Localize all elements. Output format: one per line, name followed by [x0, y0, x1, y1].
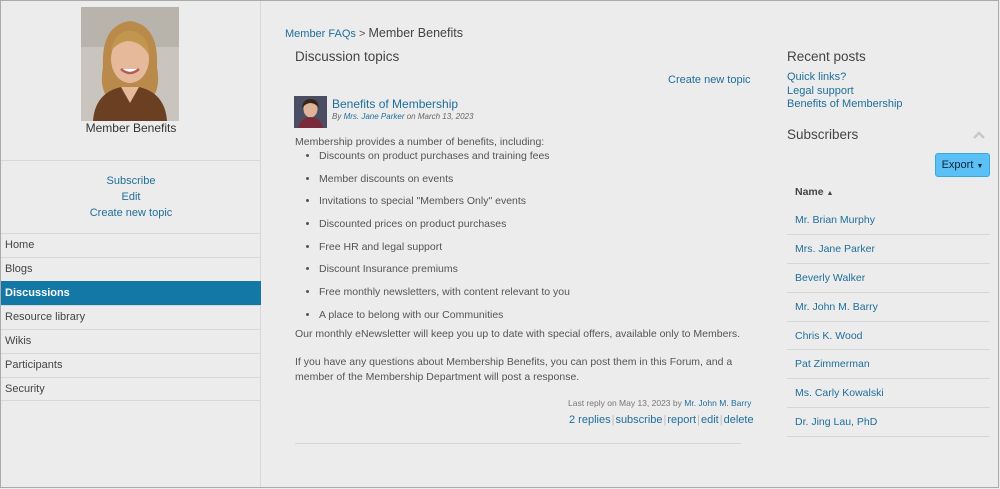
table-row: [787, 322, 990, 351]
profile-card: [1, 1, 260, 161]
subscriber-link[interactable]: Mr. John M. Barry: [795, 300, 878, 313]
table-row: [787, 408, 990, 437]
sidebar-create-topic-link[interactable]: Create new topic: [89, 207, 173, 219]
table-row: [787, 379, 990, 408]
delete-link[interactable]: delete: [723, 414, 754, 426]
list-item: • Invitations to special "Members Only" events: [319, 194, 750, 217]
subscriber-link[interactable]: Beverly Walker: [795, 271, 866, 284]
table-row: [787, 235, 990, 264]
sidebar-item-wikis[interactable]: Wikis: [1, 329, 261, 353]
edit-link[interactable]: Edit: [121, 191, 141, 203]
post-subscribe-link[interactable]: subscribe: [615, 414, 663, 426]
list-item: • Free HR and legal support: [319, 240, 750, 263]
post-edit-link[interactable]: edit: [700, 414, 719, 426]
sidebar-item-resource-library[interactable]: Resource library: [1, 305, 261, 329]
author-avatar[interactable]: [294, 96, 327, 128]
subscribers-title: Subscribers: [787, 127, 859, 142]
post-byline: [332, 112, 473, 121]
list-item: • Discounted prices on product purchases: [319, 217, 750, 240]
subscriber-link[interactable]: Dr. Jing Lau, PhD: [795, 416, 878, 429]
subscriber-link[interactable]: Mrs. Jane Parker: [795, 242, 875, 255]
breadcrumb: [285, 26, 463, 40]
sidebar-actions: [1, 173, 261, 221]
export-label: Export: [941, 159, 974, 171]
newsletter-text: Our monthly eNewsletter will keep you up to date with special offers, available only to Members.: [295, 328, 741, 340]
breadcrumb-current: Member Benefits: [368, 26, 463, 40]
list-item: • Discount Insurance premiums: [319, 262, 750, 285]
last-reply: [568, 398, 751, 408]
create-new-topic-link[interactable]: Create new topic: [668, 74, 751, 86]
last-reply-text: Last reply on May 13, 2023 by: [568, 398, 682, 408]
post-date: on March 13, 2023: [406, 112, 474, 121]
list-item: • A place to belong with our Communities: [319, 308, 750, 331]
table-row: [787, 350, 990, 379]
subscribe-link[interactable]: Subscribe: [106, 175, 156, 187]
recent-posts-list: [787, 71, 903, 112]
subscriber-link[interactable]: Mr. Brian Murphy: [795, 214, 875, 226]
caret-down-icon: ▼: [976, 163, 984, 170]
post-divider: [295, 443, 741, 444]
table-row: [787, 293, 990, 322]
sidebar-item-blogs[interactable]: Blogs: [1, 257, 261, 281]
recent-post-link[interactable]: Legal support: [787, 84, 854, 97]
subscribers-table: [787, 206, 990, 437]
post-title-link[interactable]: Benefits of Membership: [332, 97, 459, 111]
section-title: Discussion topics: [295, 49, 400, 64]
sidebar-item-participants[interactable]: Participants: [1, 353, 261, 377]
replies-link[interactable]: 2 replies: [569, 414, 611, 426]
post-author-link[interactable]: Mrs. Jane Parker: [343, 112, 405, 121]
export-button[interactable]: [935, 153, 990, 177]
breadcrumb-separator: >: [358, 28, 366, 40]
post-body: [295, 135, 750, 331]
post-intro: Membership provides a number of benefits, including:: [295, 136, 545, 148]
profile-name: Member Benefits: [85, 121, 177, 135]
benefits-list: [295, 149, 750, 331]
list-item: • Member discounts on events: [319, 172, 750, 195]
sidebar-item-security[interactable]: Security: [1, 377, 261, 401]
chevron-up-icon[interactable]: [972, 130, 986, 143]
subscriber-link[interactable]: Ms. Carly Kowalski: [795, 387, 884, 400]
sidebar-nav: [1, 233, 261, 401]
sidebar: [1, 1, 261, 487]
profile-photo: [81, 7, 179, 121]
recent-post-link[interactable]: Benefits of Membership: [787, 98, 903, 110]
byline-prefix: By: [332, 112, 342, 121]
subscriber-link[interactable]: Pat Zimmerman: [795, 358, 870, 371]
post-actions: 2 replies|subscribe|report|edit|delete: [569, 414, 754, 426]
recent-post-link[interactable]: Quick links?: [787, 71, 847, 83]
list-item: • Free monthly newsletters, with content relevant to you: [319, 285, 750, 308]
name-header-label: Name: [795, 186, 824, 198]
table-row: [787, 264, 990, 293]
report-link[interactable]: report: [667, 414, 697, 426]
name-column-header[interactable]: [795, 186, 833, 198]
sidebar-item-home[interactable]: Home: [1, 233, 261, 257]
sidebar-item-discussions[interactable]: Discussions: [1, 281, 261, 305]
table-row: [787, 206, 990, 235]
recent-posts-title: Recent posts: [787, 49, 866, 64]
subscriber-link[interactable]: Chris K. Wood: [795, 329, 863, 342]
breadcrumb-parent-link[interactable]: Member FAQs: [285, 28, 356, 40]
list-item: • Discounts on product purchases and training fees: [319, 149, 750, 172]
sort-asc-icon: ▲: [826, 190, 834, 197]
last-reply-author-link[interactable]: Mr. John M. Barry: [684, 398, 752, 408]
questions-text: If you have any questions about Membership Benefits, you can post them in this Forum, and a member of the Membership Department will post a response.: [295, 356, 733, 383]
